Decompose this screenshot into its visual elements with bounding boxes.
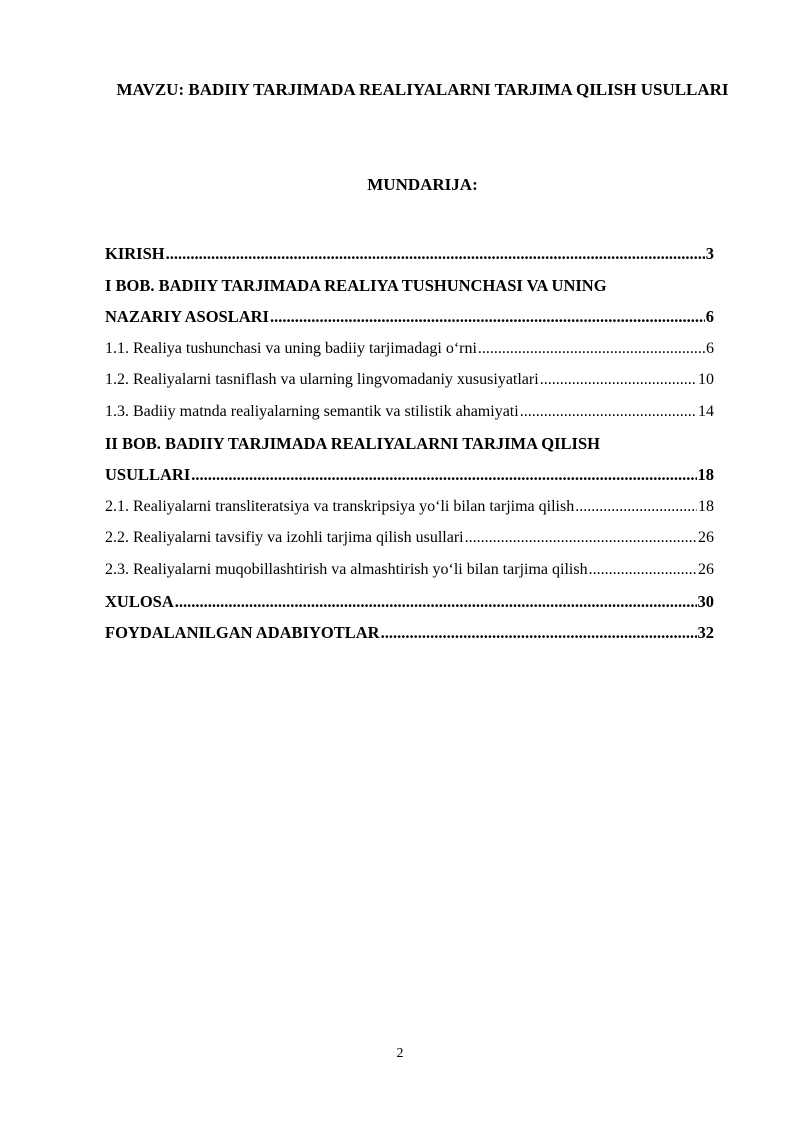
toc-leader-dots: [381, 617, 697, 649]
toc-entry-page: 18: [698, 497, 714, 515]
toc-entry-title: 2.3. Realiyalarni muqobillashtirish va almashtirish yo‘li bilan tarjima qilish: [105, 560, 588, 578]
toc-entry-page: 32: [697, 623, 714, 643]
toc-entry-title: XULOSA: [105, 591, 174, 611]
toc-entry-title: 1.2. Realiyalarni tasniflash va ularning lingvomadaniy xususiyatlari: [105, 371, 539, 389]
table-of-contents: [105, 238, 714, 649]
toc-entry-title: 1.3. Badiiy matnda realiyalarning semantik va stilistik ahamiyati: [105, 402, 519, 420]
toc-entry-xulosa: [105, 586, 714, 618]
toc-entry-chapter-2: [105, 459, 714, 491]
toc-entry-title: 2.1. Realiyalarni transliteratsiya va transkripsiya yo‘li bilan tarjima qilish: [105, 497, 575, 515]
toc-entry-title: NAZARIY ASOSLARI: [105, 307, 269, 327]
toc-leader-dots: [520, 396, 697, 428]
toc-entry-kirish: [105, 238, 714, 270]
toc-leader-dots: [478, 333, 705, 365]
toc-entry-page: 3: [705, 244, 714, 263]
toc-entry-title: FOYDALANILGAN ADABIYOTLAR: [105, 623, 380, 643]
toc-entry-title: USULLARI: [105, 465, 191, 485]
toc-entry-page: 18: [697, 465, 714, 485]
toc-leader-dots: [575, 491, 697, 523]
toc-entry-2-1: [105, 491, 714, 523]
toc-leader-dots: [270, 301, 705, 333]
toc-chapter-1-line1: I BOB. BADIIY TARJIMADA REALIYA TUSHUNCHASI VA UNING: [105, 275, 607, 295]
toc-entry-page: 26: [698, 560, 714, 578]
toc-entry-adabiyotlar: [105, 617, 714, 649]
toc-leader-dots: [191, 459, 696, 491]
contents-heading: MUNDARIJA:: [367, 175, 478, 194]
toc-entry-title: 1.1. Realiya tushunchasi va uning badiiy tarjimadagi o‘rni: [105, 339, 477, 357]
document-title: MAVZU: BADIIY TARJIMADA REALIYALARNI TARJIMA QILISH USULLARI: [116, 80, 729, 99]
toc-chapter-2-line1: II BOB. BADIIY TARJIMADA REALIYALARNI TARJIMA QILISH: [105, 433, 600, 453]
toc-entry-1-3: [105, 396, 714, 428]
toc-leader-dots: [166, 238, 705, 270]
toc-entry-page: 10: [698, 371, 714, 389]
toc-entry-title: 2.2. Realiyalarni tavsifiy va izohli tarjima qilish usullari: [105, 529, 464, 547]
toc-entry-page: 6: [706, 339, 714, 357]
toc-leader-dots: [589, 554, 697, 586]
page-number: 2: [396, 1046, 404, 1061]
toc-leader-dots: [540, 364, 697, 396]
toc-entry-title: KIRISH: [105, 244, 165, 263]
toc-entry-page: 26: [698, 529, 714, 547]
toc-entry-1-2: [105, 364, 714, 396]
toc-entry-2-2: [105, 522, 714, 554]
toc-entry-2-3: [105, 554, 714, 586]
toc-leader-dots: [465, 522, 697, 554]
toc-entry-page: 6: [705, 307, 714, 327]
toc-leader-dots: [175, 586, 697, 618]
toc-entry-page: 30: [697, 591, 714, 611]
toc-entry-chapter-1: [105, 301, 714, 333]
toc-entry-page: 14: [698, 402, 714, 420]
toc-entry-1-1: [105, 333, 714, 365]
